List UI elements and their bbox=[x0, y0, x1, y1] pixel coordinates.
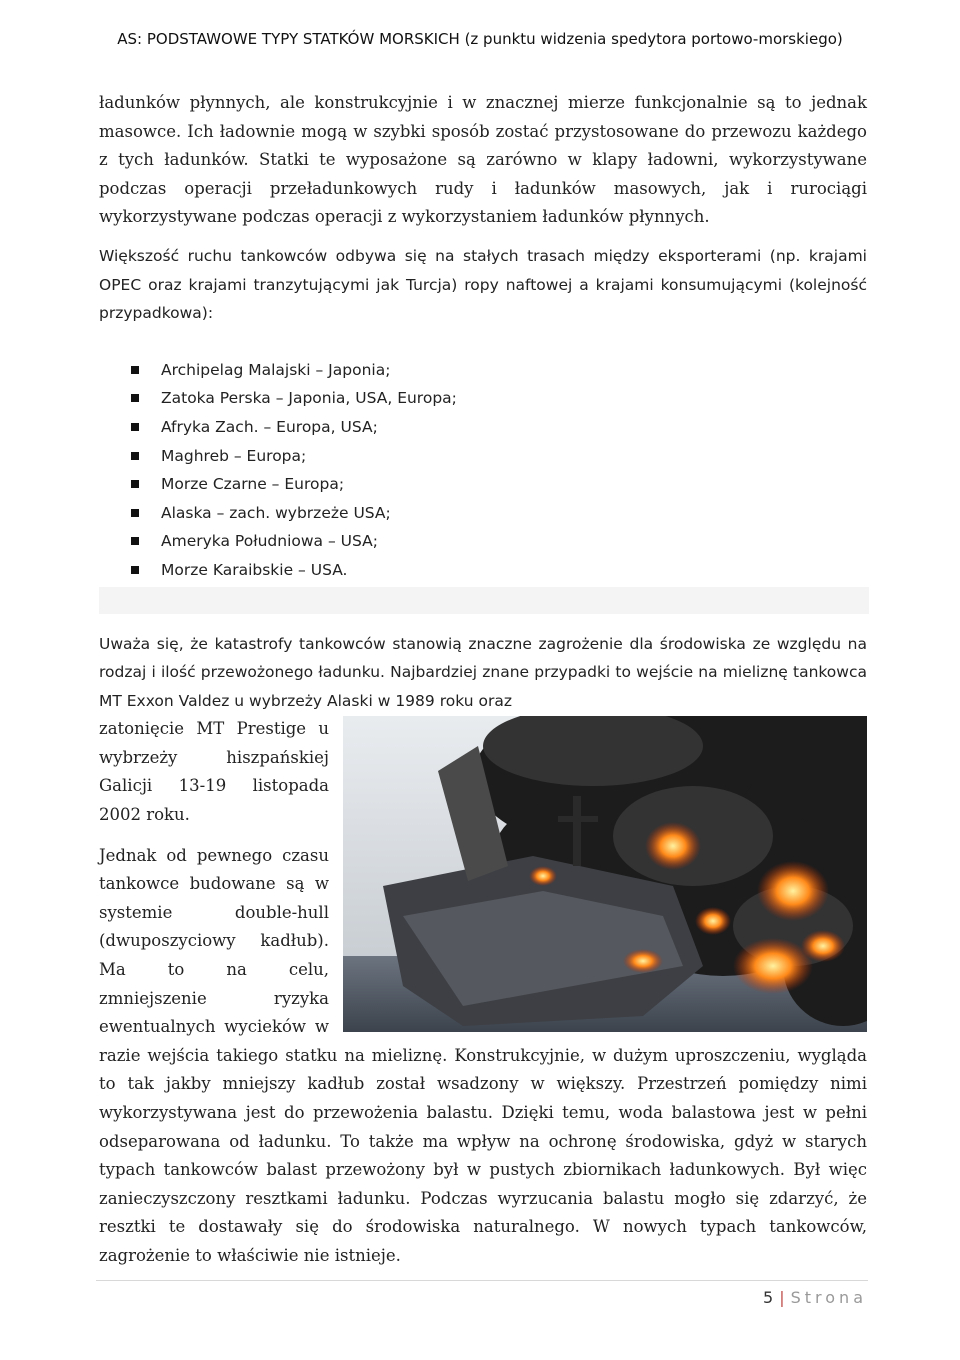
shaded-band bbox=[99, 587, 869, 614]
square-bullet-icon bbox=[131, 423, 139, 431]
paragraph-double-hull: Jednak od pewnego czasu tankowce budowane są w systemie double-hull (dwuposzyciowy kadłub). Ma to na celu, zmniejszenie ryzyka ewentualnych wycieków w razie wejścia takiego statku na mieliznę. Konstrukcyjnie, w dużym uproszczeniu, wygląda to tak jakby mniejszy kadłub został wsadzony w większy. Przestrzeń pomiędzy nimi wykorzystywana jest do przewożenia balastu. Dzięki temu, woda balastowa jest w pełni odseparowana od ładunku. To także ma wpływ na ochronę środowiska, gdyż w starych typach tankowców balast przewożony był w pustych zbiornikach ładunkowych. Był więc zanieczyszczony resztkami ładunku. Podczas wyrzucania balastu mogło się zdarzyć, że resztki te dostawały się do środowiska naturalnego. W nowych typach tankowców, zagrożenie to właściwie nie istnieje. bbox=[99, 845, 867, 1265]
page-number: 5 bbox=[763, 1288, 774, 1307]
square-bullet-icon bbox=[131, 366, 139, 374]
square-bullet-icon bbox=[131, 566, 139, 574]
square-bullet-icon bbox=[131, 480, 139, 488]
burning-tanker-photo bbox=[343, 716, 867, 1032]
list-item: Morze Czarne – Europa; bbox=[99, 470, 867, 499]
footer-separator: | bbox=[779, 1288, 785, 1307]
paragraph-tanker-disasters: Uważa się, że katastrofy tankowców stanowią znaczne zagrożenie dla środowiska ze względu na rodzaj i ilość przewożonego ładunku. Najbardziej znane przypadki to wejście na mieliznę tankowca MT Exxon Valdez u wybrzeży Alaski w 1989 roku oraz bbox=[99, 634, 867, 710]
paragraph-tanker-routes: Większość ruchu tankowców odbywa się na stałych trasach między eksporterami (np. krajami OPEC oraz krajami tranzytującymi jak Turcja) ropy naftowej a krajami konsumującymi (kolejność przypadkowa): bbox=[99, 246, 867, 323]
square-bullet-icon bbox=[131, 537, 139, 545]
paragraph-ore-oil-carriers: ładunków płynnych, ale konstrukcyjnie i w znacznej mierze funkcjonalnie są to jednak masowce. Ich ładownie mogą w szybki sposób zostać przystosowane do przewozu każdego z tych ładunków. Statki te wyposażone są zarówno w klapy ładowni, wykorzystywane podczas operacji przeładunkowych rudy i ładunków masowych, jak i rurociągi wykorzystywane podczas operacji z wykorzystaniem ładunków płynnych. bbox=[99, 93, 867, 227]
image-wrap-section bbox=[99, 715, 867, 1270]
route-list bbox=[99, 356, 867, 585]
list-item: Morze Karaibskie – USA. bbox=[99, 556, 867, 585]
list-item: Archipelag Malajski – Japonia; bbox=[99, 356, 867, 385]
footer-label: Strona bbox=[790, 1288, 867, 1307]
square-bullet-icon bbox=[131, 394, 139, 402]
square-bullet-icon bbox=[131, 509, 139, 517]
list-item: Afryka Zach. – Europa, USA; bbox=[99, 413, 867, 442]
list-item: Maghreb – Europa; bbox=[99, 442, 867, 471]
list-item: Zatoka Perska – Japonia, USA, Europa; bbox=[99, 384, 867, 413]
list-item: Alaska – zach. wybrzeże USA; bbox=[99, 499, 867, 528]
page-header: AS: PODSTAWOWE TYPY STATKÓW MORSKICH (z punktu widzenia spedytora portowo-morskiego) bbox=[117, 30, 843, 48]
page-footer bbox=[99, 1288, 867, 1307]
page-content bbox=[99, 89, 867, 1271]
list-item: Ameryka Południowa – USA; bbox=[99, 527, 867, 556]
footer-divider bbox=[96, 1280, 868, 1281]
paragraph-prestige: zatonięcie MT Prestige u wybrzeży hiszpańskiej Galicji 13-19 listopada 2002 roku. bbox=[99, 719, 329, 825]
square-bullet-icon bbox=[131, 452, 139, 460]
